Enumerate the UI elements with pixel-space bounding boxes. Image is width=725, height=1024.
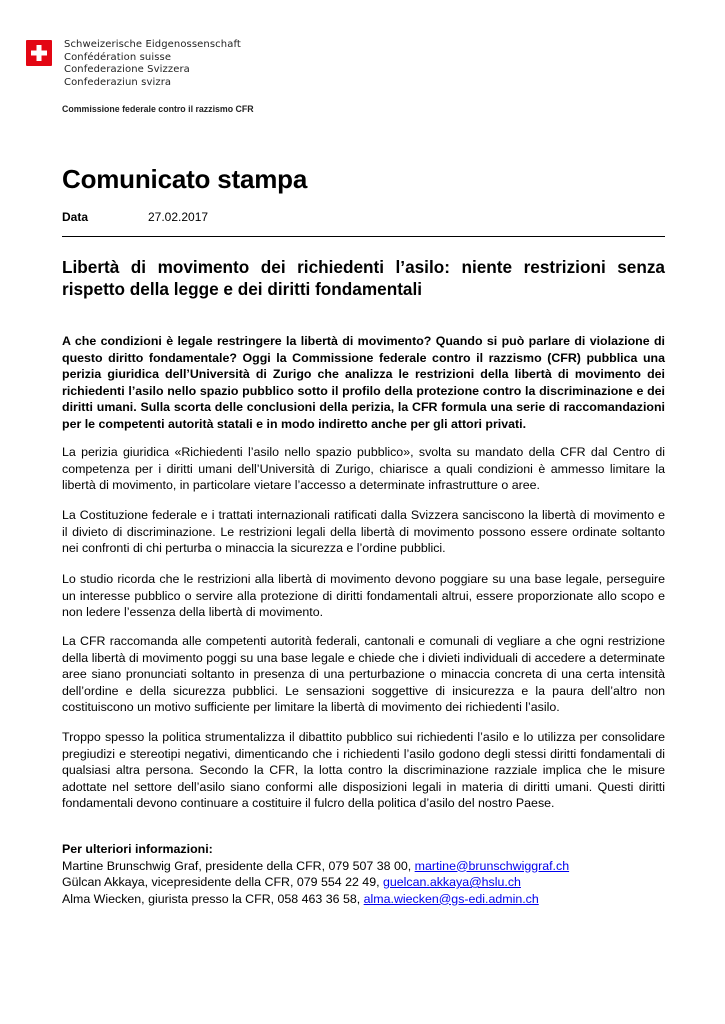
page-title: Comunicato stampa (62, 164, 308, 194)
contact-line (62, 874, 665, 891)
lead-paragraph: A che condizioni è legale restringere la libertà di movimento? Quando si può parlare di violazione di questo diritto fondamentale? Oggi la Commissione federale contro il razzismo (CFR) pubblica una perizia giuridica dell’Università di Zurigo che analizza le restrizioni della libertà di movimento dei richiedenti l’asilo nello spazio pubblico sotto il profilo della protezione contro la discriminazione e dei diritti umani. Sulla scorta delle conclusioni della perizia, la CFR formula una serie di raccomandazioni per le competenti autorità statali e in modo indiretto anche per gli attori privati. (62, 334, 665, 431)
contact-text: Alma Wiecken, giurista presso la CFR, 058 463 36 58, (62, 891, 364, 906)
contact-line (62, 891, 665, 908)
contact-line (62, 858, 665, 875)
federation-name-rm: Confederaziun svizra (64, 77, 172, 89)
federation-name-fr: Confédération suisse (64, 51, 172, 63)
contact-text: Martine Brunschwig Graf, presidente della CFR, 079 507 38 00, (62, 858, 415, 873)
contacts-section (62, 841, 665, 907)
contact-email-link[interactable]: guelcan.akkaya@hslu.ch (382, 875, 521, 889)
body-paragraph: Lo studio ricorda che le restrizioni alla libertà di movimento devono poggiare su una base legale, perseguire un interesse pubblico o servire alla protezione di diritti fondamentali altrui, essere proporzionate allo scopo e non ledere l’essenza della libertà di movimento. (62, 572, 665, 619)
federation-name-it: Confederazione Svizzera (64, 64, 190, 76)
body-paragraph: La Costituzione federale e i trattati internazionali ratificati dalla Svizzera sanciscono la libertà di movimento e il divieto di discriminazione. Le restrizioni legali della libertà di movimento possono essere ordinate soltanto nei confronti di chi perturba o minaccia la sicurezza e l’ordine pubblici. (62, 508, 665, 555)
swiss-flag-icon (26, 40, 52, 66)
body-paragraph: Troppo spesso la politica strumentalizza il dibattito pubblico sui richiedenti l’asilo e lo utilizza per consolidare pregiudizi e stereotipi negativi, dimenticando che i richiedenti l’asilo godono degli stessi diritti fondamentali di qualsiasi altra persona. Secondo la CFR, la lotta contro la discriminazione razziale implica che le misure adottate nel settore dell’asilo siano conformi alle disposizioni legali in materia di diritti umani. Questi diritti fondamentali devono continuare a costituire il fulcro della politica d’asilo del nostro Paese. (62, 730, 665, 810)
federation-names (64, 39, 284, 90)
body-paragraph: La CFR raccomanda alle competenti autorità federali, cantonali e comunali di vegliare a che ogni restrizione della libertà di movimento poggi su una base legale e chiede che i divieti individuali di accedere a determinate aree siano pronunciati soltanto in presenza di una perturbazione o minaccia concreta di una certa intensità dell’ordine e della sicurezza pubblici. Le sensazioni soggettive di insicurezza e la paura dell’altro non costituiscono un motivo sufficiente per limitare la libertà di movimento dei richiedenti l’asilo. (62, 634, 665, 714)
body-paragraph: La perizia giuridica «Richiedenti l’asilo nello spazio pubblico», svolta su mandato della CFR dal Centro di competenza per i diritti umani dell’Università di Zurigo, chiarisce a quali condizioni è ammesso limitare la libertà di movimento, in particolare vietare l’accesso a determinate infrastrutture o aree. (62, 445, 665, 492)
date-value: 27.02.2017 (148, 210, 209, 224)
divider (62, 236, 665, 237)
contact-text: Gülcan Akkaya, vicepresidente della CFR, 079 554 22 49, (62, 875, 383, 889)
contact-email-link[interactable]: alma.wiecken@gs-edi.admin.ch (363, 891, 539, 906)
subtitle: Libertà di movimento dei richiedenti l’asilo: niente restrizioni senza rispetto della legge e dei diritti fondamentali (62, 257, 665, 299)
contact-email-link[interactable]: martine@brunschwiggraf.ch (414, 858, 570, 873)
commission-name: Commissione federale contro il razzismo CFR (62, 104, 254, 114)
contacts-title: Per ulteriori informazioni: (62, 842, 213, 856)
date-label: Data (62, 210, 89, 224)
federation-name-de: Schweizerische Eidgenossenschaft (64, 39, 241, 50)
